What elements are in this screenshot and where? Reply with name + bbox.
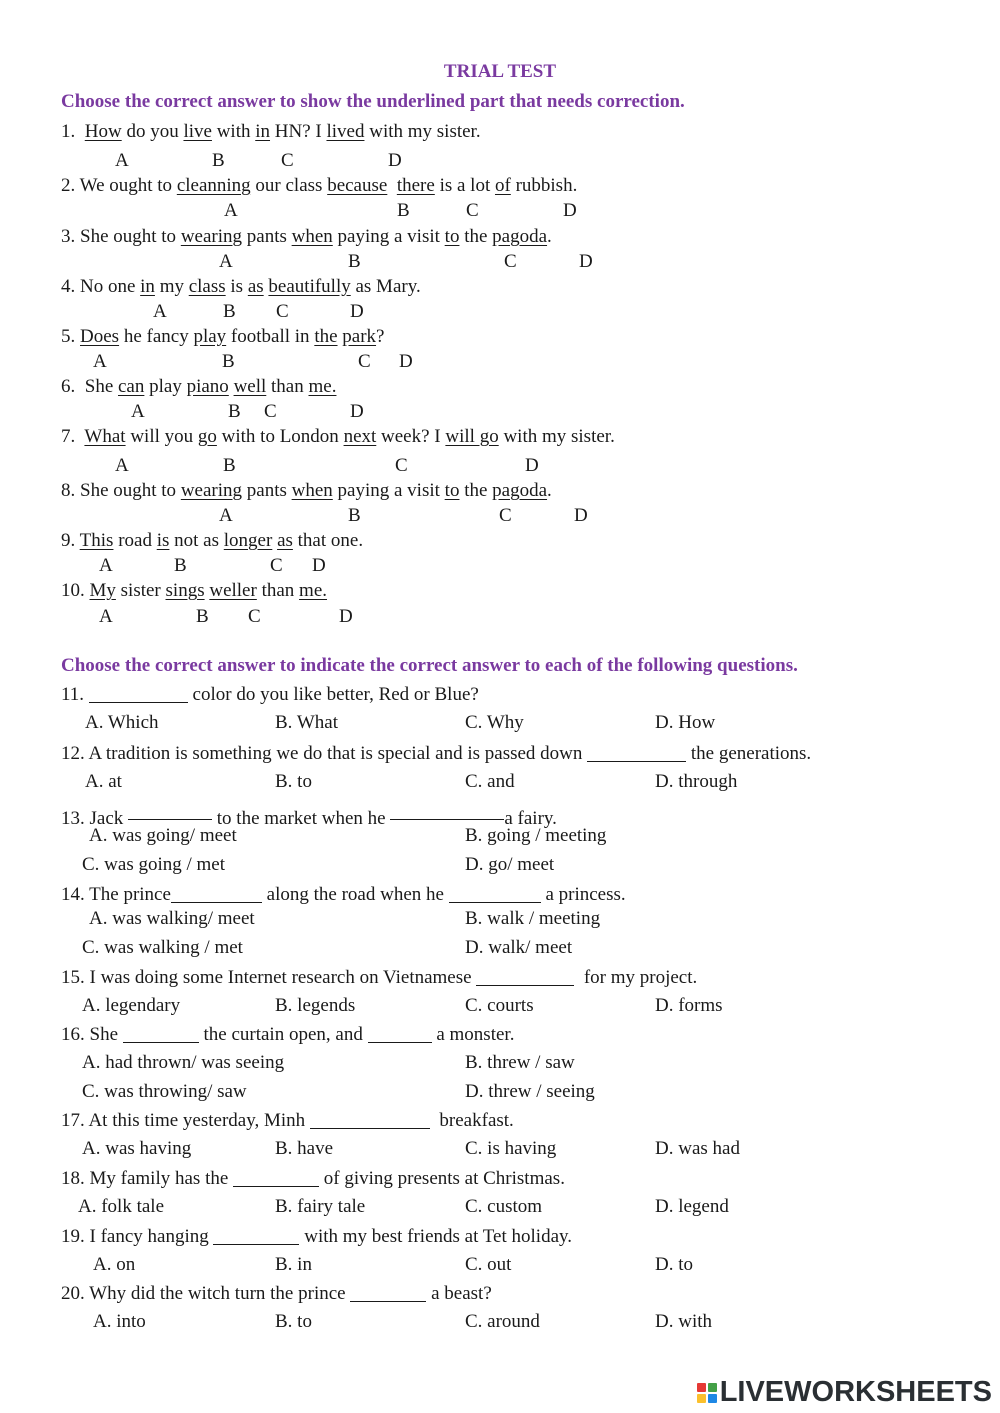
option-d: will go <box>445 426 499 447</box>
option-b: B. What <box>275 712 338 733</box>
q-text: 11. <box>61 684 85 705</box>
letter-c: C <box>276 301 289 322</box>
section1-instruction: Choose the correct answer to show the underlined part that needs correction. <box>61 91 685 112</box>
q-text: . <box>547 226 552 247</box>
q-text: the <box>464 480 488 501</box>
question-18 <box>61 1167 565 1190</box>
answer-blank <box>310 1109 430 1129</box>
q-text: 18. My family has the <box>61 1168 229 1189</box>
option-a: A. was having <box>82 1138 192 1159</box>
option-a: in <box>140 276 155 297</box>
q-text: the generations. <box>690 743 812 764</box>
q-text: a monster. <box>436 1024 515 1045</box>
q-text: paying a visit <box>337 226 440 247</box>
option-c: to <box>444 226 460 247</box>
q-text: football in <box>230 326 310 347</box>
option-b: when <box>291 480 333 501</box>
logo-square <box>697 1394 706 1403</box>
q-text: a princess. <box>545 884 626 905</box>
question-5 <box>61 326 384 348</box>
logo-square <box>708 1394 717 1403</box>
question-7 <box>61 426 615 448</box>
q-text: that one. <box>297 530 364 551</box>
letter-a: A <box>131 401 145 422</box>
letter-a: A <box>99 606 113 627</box>
q-text: will you <box>130 426 194 447</box>
letter-d: D <box>399 351 413 372</box>
question-6 <box>61 376 336 398</box>
q-text: than <box>271 376 304 397</box>
question-15 <box>61 966 697 989</box>
q-text: HN? I <box>274 121 322 142</box>
q-text: with <box>216 121 251 142</box>
question-12 <box>61 742 811 765</box>
option-c: well <box>233 376 267 397</box>
option-b: B. going / meeting <box>465 825 607 846</box>
letter-d: D <box>312 555 326 576</box>
q-number: 1. <box>61 121 76 142</box>
option-a: A. at <box>85 771 122 792</box>
question-1 <box>61 121 481 143</box>
option-b: B. to <box>275 771 312 792</box>
letter-a: A <box>93 351 107 372</box>
question-8 <box>61 480 552 502</box>
answer-blank <box>171 883 262 903</box>
letter-c: C <box>270 555 283 576</box>
q-text: road <box>118 530 152 551</box>
q-text: pants <box>246 226 287 247</box>
q-number: 10. <box>61 580 85 601</box>
letter-c: C <box>264 401 277 422</box>
option-a: A. had thrown/ was seeing <box>82 1052 285 1073</box>
option-d: pagoda <box>492 480 548 501</box>
q-text: 13. Jack <box>61 808 124 829</box>
option-a: wearing <box>180 226 243 247</box>
q-text: with to London <box>221 426 339 447</box>
question-16 <box>61 1023 514 1046</box>
question-9 <box>61 530 363 552</box>
letter-d: D <box>579 251 593 272</box>
option-b: B. threw / saw <box>465 1052 575 1073</box>
option-d: D. was had <box>655 1138 740 1159</box>
option-c: longer <box>223 530 273 551</box>
q-text: color do you like better, Red or Blue? <box>192 684 479 705</box>
q-number: 5. <box>61 326 76 347</box>
option-c: in <box>255 121 271 142</box>
answer-blank <box>213 1225 299 1245</box>
q-text: breakfast. <box>439 1110 514 1131</box>
logo-text: LIVEWORKSHEETS <box>719 1376 992 1408</box>
answer-blank <box>390 800 504 820</box>
letter-b: B <box>397 200 410 221</box>
option-b: because <box>327 175 388 196</box>
letter-b: B <box>348 505 361 526</box>
option-a: How <box>84 121 122 142</box>
q-number: 8. She ought to <box>61 480 177 501</box>
q-text: our class <box>255 175 323 196</box>
option-a: A. legendary <box>82 995 181 1016</box>
letter-b: B <box>348 251 361 272</box>
option-a: A. Which <box>85 712 159 733</box>
option-c: to <box>444 480 460 501</box>
letter-a: A <box>153 301 167 322</box>
q-text: along the road when he <box>266 884 444 905</box>
option-c: next <box>343 426 377 447</box>
letter-b: B <box>223 301 236 322</box>
option-c: C. around <box>465 1311 540 1332</box>
option-d: D. walk/ meet <box>465 937 573 958</box>
q-text: 15. I was doing some Internet research on Vietnamese <box>61 967 472 988</box>
option-d: me. <box>299 580 328 601</box>
letter-b: B <box>196 606 209 627</box>
option-d: D. legend <box>655 1196 729 1217</box>
question-17 <box>61 1109 514 1132</box>
q-text: a beast? <box>431 1283 492 1304</box>
logo-square <box>708 1383 717 1392</box>
q-text: with my sister. <box>503 426 615 447</box>
q-text: of giving presents at Christmas. <box>323 1168 565 1189</box>
option-d: of <box>494 175 511 196</box>
answer-blank <box>123 1023 199 1043</box>
option-a: cleanning <box>176 175 251 196</box>
letter-c: C <box>504 251 517 272</box>
option-d: D. forms <box>655 995 723 1016</box>
q-text: 19. I fancy hanging <box>61 1226 209 1247</box>
letter-b: B <box>174 555 187 576</box>
answer-blank <box>587 742 686 762</box>
question-19 <box>61 1225 572 1248</box>
option-b: sings <box>165 580 205 601</box>
letter-a: A <box>224 200 238 221</box>
letter-d: D <box>339 606 353 627</box>
question-2 <box>61 175 577 197</box>
option-b: B. legends <box>275 995 356 1016</box>
q-number: 4. No one <box>61 276 136 297</box>
option-a: A. folk tale <box>78 1196 165 1217</box>
letter-b: B <box>223 455 236 476</box>
option-b: is <box>156 530 170 551</box>
option-d: beautifully <box>268 276 351 297</box>
q-number: 9. <box>61 530 76 551</box>
option-d: pagoda <box>492 226 548 247</box>
q-text: the curtain open, and <box>203 1024 363 1045</box>
letter-d: D <box>525 455 539 476</box>
q-text: with my best friends at Tet holiday. <box>304 1226 573 1247</box>
option-a: wearing <box>180 480 243 501</box>
letter-c: C <box>395 455 408 476</box>
option-b: play <box>193 326 227 347</box>
option-d: park <box>342 326 377 347</box>
q-text: 14. The prince <box>61 884 171 905</box>
letter-d: D <box>574 505 588 526</box>
option-b: B. walk / meeting <box>465 908 601 929</box>
answer-blank <box>350 1282 426 1302</box>
answer-blank <box>368 1023 432 1043</box>
option-a: This <box>79 530 114 551</box>
option-d: D. through <box>655 771 738 792</box>
option-b: B. fairy tale <box>275 1196 366 1217</box>
q-text: sister <box>120 580 161 601</box>
option-c: as <box>247 276 264 297</box>
q-number: 3. She ought to <box>61 226 177 247</box>
letter-b: B <box>228 401 241 422</box>
q-text: ? <box>376 326 385 347</box>
option-c: C. was walking / met <box>82 937 243 958</box>
liveworksheets-logo[interactable] <box>697 1376 992 1409</box>
letter-b: B <box>212 150 225 171</box>
answer-blank <box>476 966 574 986</box>
answer-blank <box>128 800 212 820</box>
option-b: class <box>188 276 226 297</box>
q-text: pants <box>246 480 287 501</box>
letter-c: C <box>466 200 479 221</box>
q-text: than <box>261 580 295 601</box>
q-text: to the market when he <box>216 808 386 829</box>
answer-blank <box>449 883 541 903</box>
q-text: 12. A tradition is something we do that is special and is passed down <box>61 743 583 764</box>
option-a: A. was going/ meet <box>89 825 237 846</box>
option-b: when <box>291 226 333 247</box>
q-text: week? I <box>381 426 441 447</box>
q-text: 16. She <box>61 1024 118 1045</box>
option-d: D. with <box>655 1311 712 1332</box>
option-c: C. was going / met <box>82 854 226 875</box>
q-text: . <box>547 480 552 501</box>
section2-instruction: Choose the correct answer to indicate the correct answer to each of the following questions. <box>61 655 798 676</box>
option-d: D. to <box>655 1254 693 1275</box>
option-d: D. threw / seeing <box>465 1081 595 1102</box>
question-3 <box>61 226 552 248</box>
q-number: 2. We ought to <box>61 175 173 196</box>
option-b: B. have <box>275 1138 334 1159</box>
q-text: is a lot <box>439 175 491 196</box>
q-text: do you <box>126 121 179 142</box>
q-number: 7. <box>61 426 76 447</box>
q-text: not as <box>174 530 220 551</box>
option-c: there <box>396 175 435 196</box>
letter-c: C <box>248 606 261 627</box>
q-text: is <box>230 276 244 297</box>
q-text: my <box>159 276 184 297</box>
question-10 <box>61 580 327 602</box>
option-c: C. courts <box>465 995 534 1016</box>
letter-a: A <box>219 251 233 272</box>
option-d: as <box>277 530 293 551</box>
option-a: can <box>118 376 145 397</box>
option-d: D. go/ meet <box>465 854 555 875</box>
q-text: the <box>464 226 488 247</box>
logo-square <box>697 1383 706 1392</box>
option-d: me. <box>308 376 337 397</box>
letter-d: D <box>350 401 364 422</box>
option-b: go <box>197 426 217 447</box>
letter-d: D <box>563 200 577 221</box>
q-text: paying a visit <box>337 480 440 501</box>
q-number: 6. She <box>61 376 114 397</box>
q-text: 20. Why did the witch turn the prince <box>61 1283 346 1304</box>
option-a: A. was walking/ meet <box>89 908 255 929</box>
option-c: weller <box>209 580 257 601</box>
question-11 <box>61 683 479 706</box>
option-d: D. How <box>655 712 716 733</box>
option-b: B. to <box>275 1311 312 1332</box>
q-text: as Mary. <box>355 276 421 297</box>
letter-c: C <box>281 150 294 171</box>
q-text: rubbish. <box>515 175 578 196</box>
answer-blank <box>89 683 188 703</box>
letter-c: C <box>499 505 512 526</box>
option-c: C. and <box>465 771 515 792</box>
option-d: lived <box>326 121 365 142</box>
option-c: C. out <box>465 1254 512 1275</box>
option-c: C. was throwing/ saw <box>82 1081 247 1102</box>
letter-a: A <box>115 150 129 171</box>
q-text: a fairy. <box>504 808 557 829</box>
letter-d: D <box>388 150 402 171</box>
letter-c: C <box>358 351 371 372</box>
question-20 <box>61 1282 492 1305</box>
option-c: C. is having <box>465 1138 557 1159</box>
question-4 <box>61 276 421 298</box>
option-c: C. Why <box>465 712 524 733</box>
letter-a: A <box>99 555 113 576</box>
letter-b: B <box>222 351 235 372</box>
question-14 <box>61 883 626 906</box>
option-b: B. in <box>275 1254 312 1275</box>
option-c: C. custom <box>465 1196 543 1217</box>
letter-d: D <box>350 301 364 322</box>
letter-a: A <box>219 505 233 526</box>
q-text: for my project. <box>583 967 698 988</box>
q-text: 17. At this time yesterday, Minh <box>61 1110 306 1131</box>
option-b: piano <box>186 376 229 397</box>
option-b: live <box>183 121 212 142</box>
logo-icon <box>697 1383 717 1403</box>
option-a: A. on <box>93 1254 136 1275</box>
option-a: Does <box>80 326 120 347</box>
letter-a: A <box>115 455 129 476</box>
q-text: with my sister. <box>369 121 481 142</box>
option-a: My <box>89 580 116 601</box>
option-c: the <box>314 326 338 347</box>
q-text: play <box>149 376 182 397</box>
option-a: What <box>84 426 126 447</box>
q-text: he fancy <box>123 326 189 347</box>
option-a: A. into <box>93 1311 146 1332</box>
page-title: TRIAL TEST <box>443 61 557 82</box>
answer-blank <box>233 1167 319 1187</box>
